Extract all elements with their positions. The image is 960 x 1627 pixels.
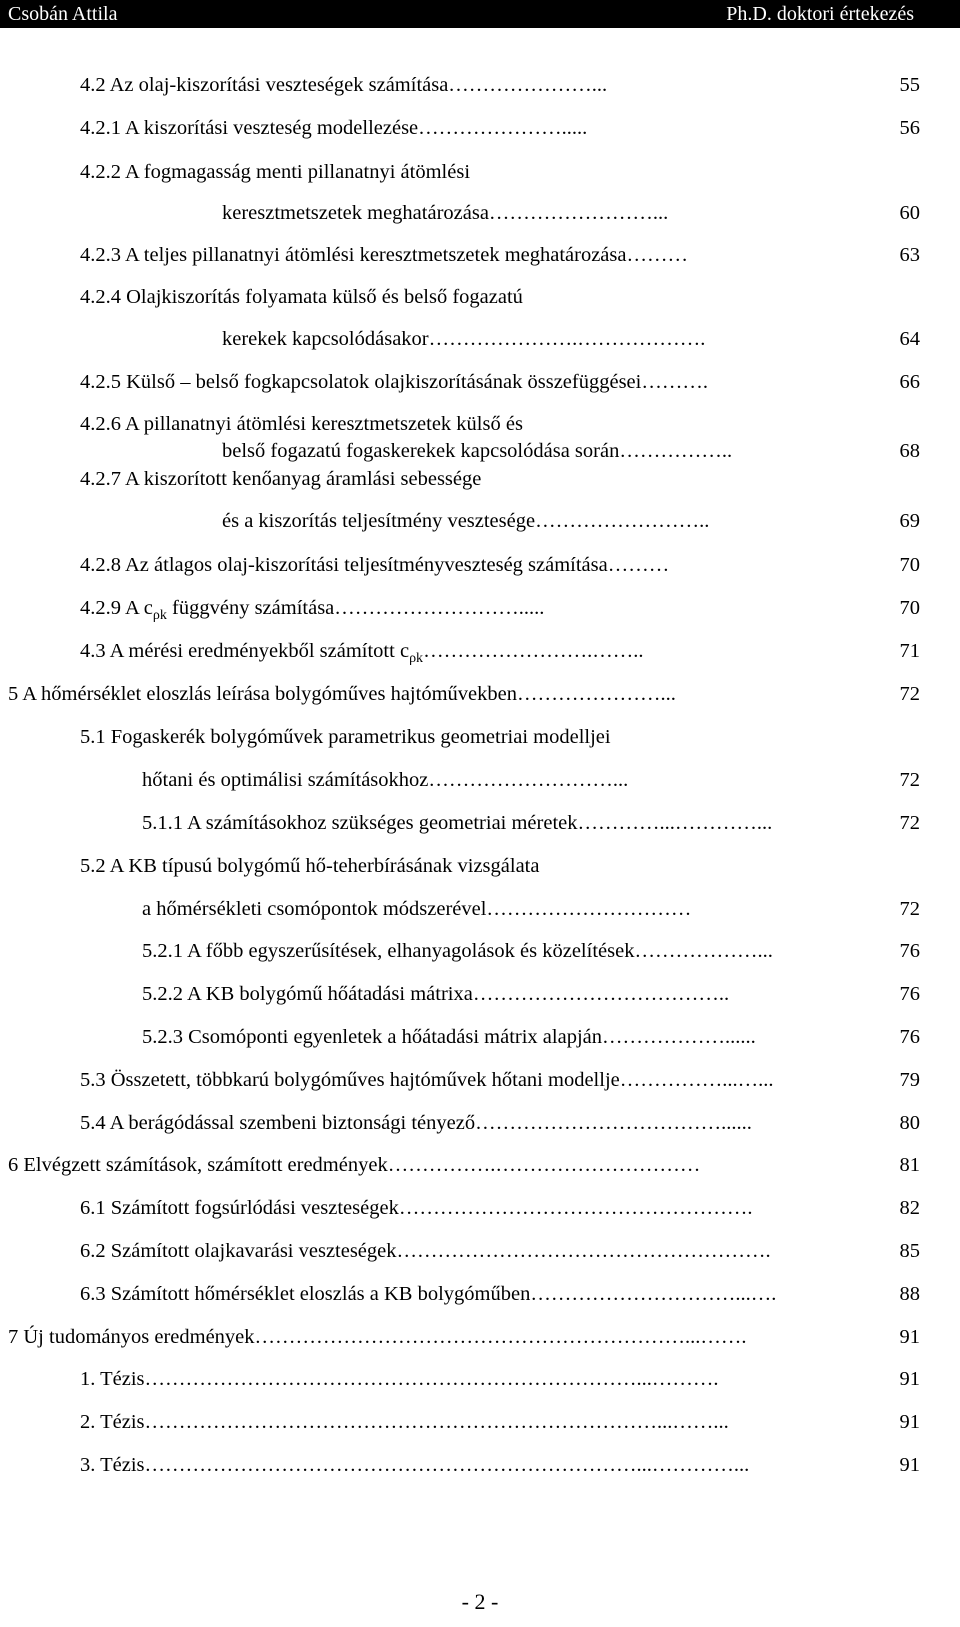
toc-entry — [142, 938, 872, 964]
toc-entry — [80, 1238, 872, 1264]
page-number: - 2 - — [461, 1589, 499, 1614]
toc-entry-text: 4.2.4 Olajkiszorítás folyamata külső és belső fogazatú — [80, 286, 523, 308]
toc-page-number: 76 — [899, 940, 920, 962]
toc-entry-text: 5.2.3 Csomóponti egyenletek a hőátadási mátrix alapján………………...... — [142, 1026, 756, 1048]
toc-page-number: 91 — [899, 1368, 920, 1390]
toc-entry-text: 4.3 A mérési eredményekből számított c — [80, 640, 410, 662]
toc-page-number: 60 — [899, 202, 920, 224]
toc-page-number: 56 — [899, 117, 920, 139]
toc-page-number: 63 — [899, 244, 920, 266]
toc-entry-text: 4.2.9 A c — [80, 597, 153, 619]
toc-entry — [80, 72, 872, 98]
toc-page-number: 72 — [899, 898, 920, 920]
toc-page-number: 72 — [899, 683, 920, 705]
toc-entry — [80, 638, 872, 667]
toc-entry-text: 6.3 Számított hőmérséklet eloszlás a KB bolygóműben…………………………...…. — [80, 1283, 777, 1305]
toc-entry-text: 4.2.7 A kiszorított kenőanyag áramlási sebessége — [80, 468, 482, 490]
toc-page-number: 82 — [899, 1197, 920, 1219]
toc-entry — [80, 369, 872, 395]
toc-page-number: 64 — [899, 328, 920, 350]
toc-entry-text: 5 A hőmérséklet eloszlás leírása bolygóműves hajtóművekben…………………... — [8, 683, 676, 705]
toc-entry — [80, 159, 920, 185]
toc-entry-text: kerekek kapcsolódásakor………………….………………. — [222, 328, 706, 350]
toc-entry-text: 5.3 Összetett, többkarú bolygóműves hajtóművek hőtani modellje……………...…... — [80, 1069, 774, 1091]
toc-entry-text: 4.2 Az olaj-kiszorítási veszteségek számítása…………………... — [80, 74, 608, 96]
toc-entry — [80, 1067, 872, 1093]
toc-entry-subscript: ρk — [409, 651, 424, 666]
toc-entry-text: 4.2.6 A pillanatnyi átömlési keresztmetszetek külső és — [80, 413, 523, 435]
toc-page-number: 76 — [899, 1026, 920, 1048]
toc-entry-text: 5.4 A berágódással szembeni biztonsági tényező………………………………...... — [80, 1112, 752, 1134]
toc-entry — [142, 767, 872, 793]
toc-entry — [222, 200, 872, 226]
toc-page-number: 66 — [899, 371, 920, 393]
toc-entry-text: 5.1.1 A számításokhoz szükséges geometriai méretek…………...…………... — [142, 812, 773, 834]
toc-entry — [80, 1366, 872, 1392]
toc-entry — [222, 326, 872, 352]
toc-entry — [222, 438, 872, 464]
toc-entry — [80, 411, 920, 437]
header-author: Csobán Attila — [8, 3, 118, 25]
toc-entry-text: és a kiszorítás teljesítmény vesztesége…………………….. — [222, 510, 710, 532]
toc-entry-text: keresztmetszetek meghatározása……………………... — [222, 202, 669, 224]
toc-entry — [80, 242, 872, 268]
toc-page-number: 68 — [899, 440, 920, 462]
toc-entry — [142, 810, 872, 836]
toc-entry — [8, 1152, 872, 1178]
toc-entry-text: 4.2.1 A kiszorítási veszteség modellezése…………………..... — [80, 117, 588, 139]
toc-entry — [80, 1281, 872, 1307]
toc-page-number: 69 — [899, 510, 920, 532]
toc-entry-text: 1. Tézis………………………………………………………………...………. — [80, 1368, 719, 1390]
toc-entry — [222, 508, 872, 534]
toc-entry-text: 6.1 Számított fogsúrlódási veszteségek……………………………………………. — [80, 1197, 753, 1219]
toc-page-number: 91 — [899, 1326, 920, 1348]
toc-entry-text: 4.2.8 Az átlagos olaj-kiszorítási teljesítményveszteség számítása……… — [80, 554, 670, 576]
toc-entry-text: hőtani és optimálisi számításokhoz………………………... — [142, 769, 629, 791]
toc-entry — [80, 1110, 872, 1136]
toc-entry-text-after: …………………….…….. — [423, 640, 644, 662]
toc-entry — [80, 1409, 872, 1435]
toc-entry — [142, 981, 872, 1007]
toc-entry-text: belső fogazatú fogaskerekek kapcsolódása során…………….. — [222, 440, 733, 462]
toc-entry — [8, 1324, 872, 1350]
toc-entry-text: 5.2.1 A főbb egyszerűsítések, elhanyagolások és közelítések………………... — [142, 940, 773, 962]
toc-page-number: 72 — [899, 769, 920, 791]
toc-page-number: 91 — [899, 1454, 920, 1476]
toc-entry — [142, 1024, 872, 1050]
toc-page-number: 55 — [899, 74, 920, 96]
toc-entry-subscript: ρk — [152, 608, 167, 623]
toc-entry — [80, 595, 872, 624]
toc-entry-text-after: függvény számítása………………………..... — [166, 597, 545, 619]
toc-page-number: 91 — [899, 1411, 920, 1433]
toc-entry-text: 5.2 A KB típusú bolygómű hő-teherbírásának vizsgálata — [80, 855, 540, 877]
toc-entry — [80, 466, 920, 492]
toc-page-number: 79 — [899, 1069, 920, 1091]
header-document-type: Ph.D. doktori értekezés — [726, 3, 914, 25]
toc-entry — [80, 853, 920, 879]
toc-entry — [80, 552, 872, 578]
toc-entry — [80, 115, 872, 141]
toc-entry-text: 4.2.3 A teljes pillanatnyi átömlési keresztmetszetek meghatározása……… — [80, 244, 688, 266]
toc-entry-text: 6.2 Számított olajkavarási veszteségek………………………………………………. — [80, 1240, 771, 1262]
toc-page-number: 80 — [899, 1112, 920, 1134]
toc-entry — [142, 896, 872, 922]
toc-entry-text: 5.1 Fogaskerék bolygóművek parametrikus geometriai modelljei — [80, 726, 611, 748]
toc-entry-text: 3. Tézis………………………………………………………………...…………... — [80, 1454, 750, 1476]
toc-entry-text: 5.2.2 A KB bolygómű hőátadási mátrixa……………………………….. — [142, 983, 730, 1005]
toc-entry — [80, 1452, 872, 1478]
toc-page-number: 76 — [899, 983, 920, 1005]
toc-page-number: 71 — [899, 640, 920, 662]
toc-page-number: 70 — [899, 554, 920, 576]
toc-entry-text: 7 Új tudományos eredmények………………………………………………………...……. — [8, 1326, 747, 1348]
toc-entry — [80, 724, 920, 750]
toc-page-number: 85 — [899, 1240, 920, 1262]
toc-entry-text: 6 Elvégzett számítások, számított eredmények…………….………………………… — [8, 1154, 701, 1176]
toc-entry — [80, 284, 920, 310]
toc-entry — [80, 1195, 872, 1221]
toc-entry-text: a hőmérsékleti csomópontok módszerével………………………… — [142, 898, 692, 920]
toc-entry — [8, 681, 872, 707]
toc-entry-text: 2. Tézis…………………………………………………………………...……... — [80, 1411, 729, 1433]
toc-page-number: 88 — [899, 1283, 920, 1305]
toc-page-number: 70 — [899, 597, 920, 619]
toc-page-number: 81 — [899, 1154, 920, 1176]
toc-entry-text: 4.2.2 A fogmagasság menti pillanatnyi átömlési — [80, 161, 471, 183]
toc-page-number: 72 — [899, 812, 920, 834]
toc-entry-text: 4.2.5 Külső – belső fogkapcsolatok olajkiszorításának összefüggései………. — [80, 371, 708, 393]
